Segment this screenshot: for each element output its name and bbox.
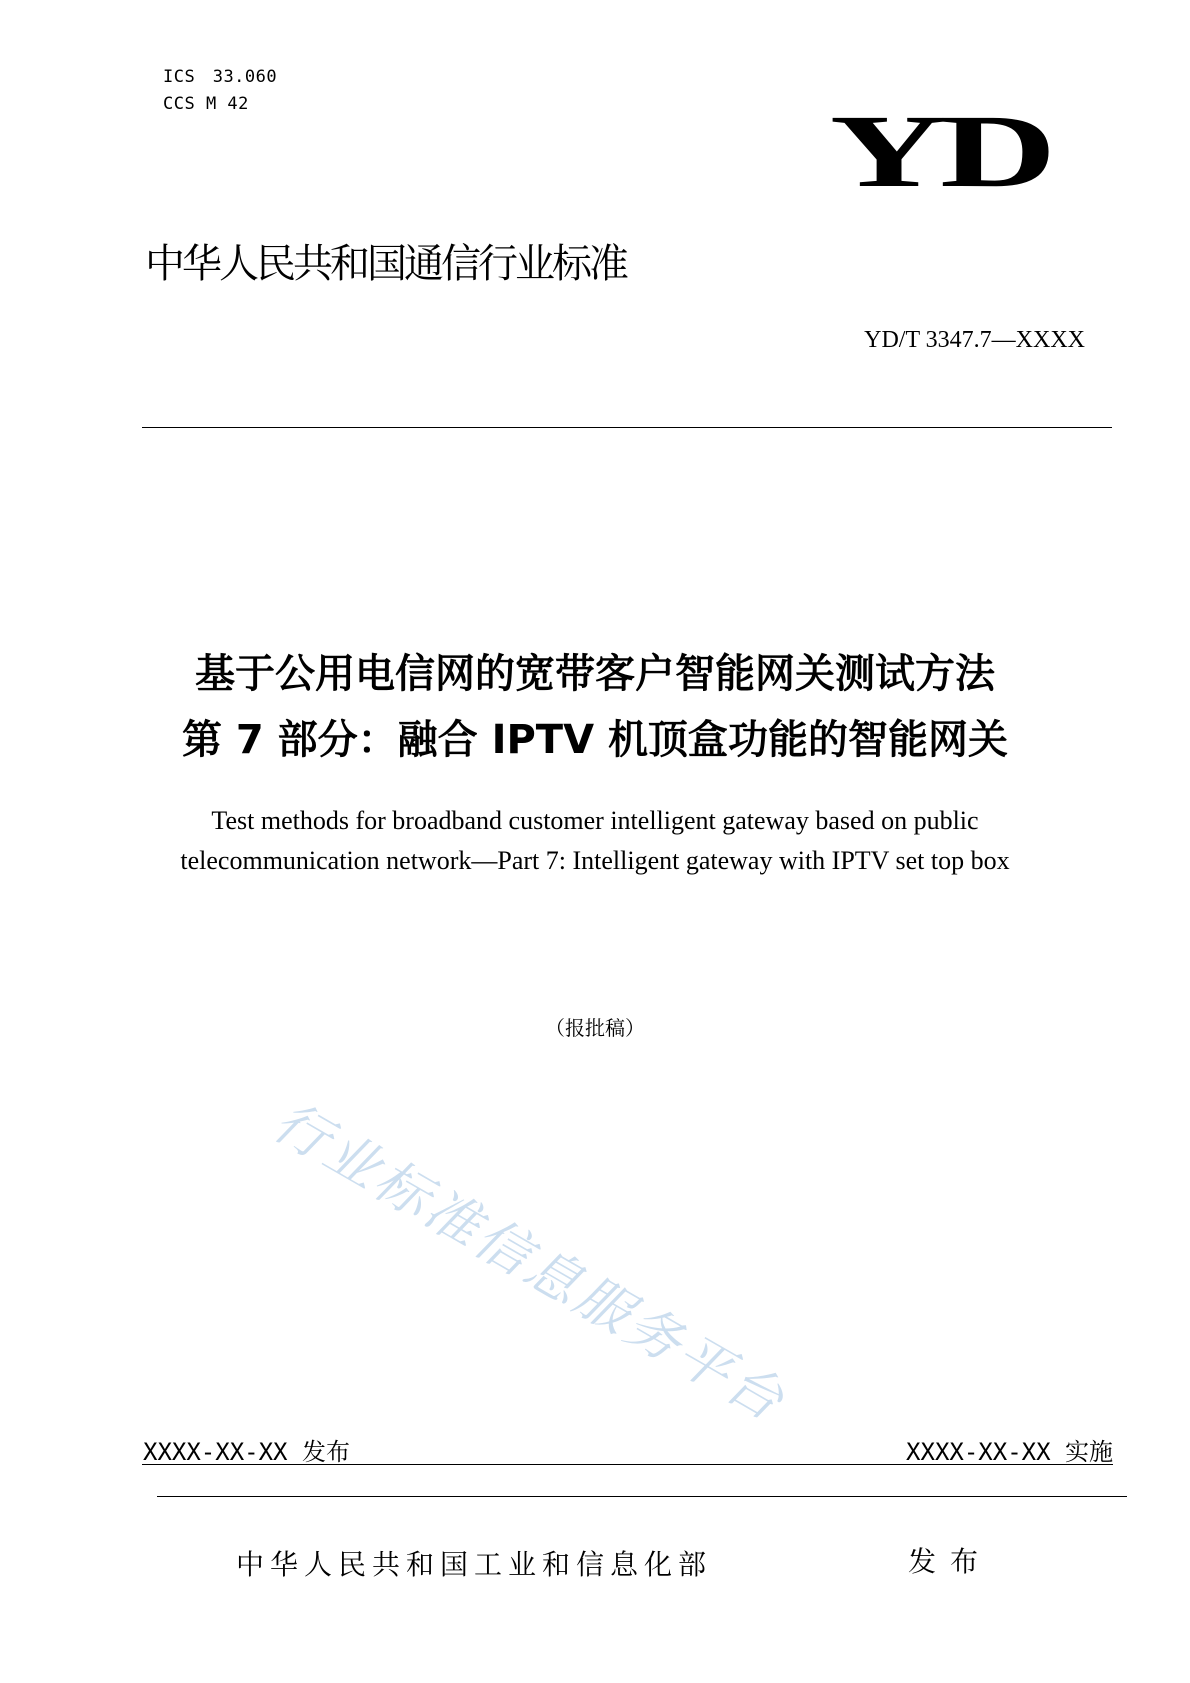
bottom-divider [157, 1496, 1127, 1497]
dates-divider [142, 1464, 1113, 1465]
publish-date: XXXX-XX-XX 发布 [143, 1438, 350, 1466]
title-cn-line1: 基于公用电信网的宽带客户智能网关测试方法 [195, 651, 995, 697]
standard-number: YD/T 3347.7—XXXX [864, 327, 1085, 353]
effective-date: XXXX-XX-XX 实施 [906, 1438, 1113, 1466]
ccs-code: CCS M 42 [163, 94, 249, 114]
draft-status: （报批稿） [545, 1016, 645, 1040]
yd-logo: YD [829, 94, 1050, 209]
issuing-authority: 中华人民共和国工业和信息化部 [236, 1548, 713, 1581]
title-en-line1: Test methods for broadband customer intelligent gateway based on public [211, 806, 979, 835]
standard-organization: 中华人民共和国通信行业标准 [145, 241, 626, 287]
ics-code: ICS 33.060 [163, 67, 278, 87]
issue-label: 发布 [908, 1545, 993, 1578]
watermark: 行业标准信息服务平台 [263, 1089, 797, 1435]
title-en-line2: telecommunication network—Part 7: Intelligent gateway with IPTV set top box [180, 846, 1010, 875]
title-cn-line2: 第 7 部分：融合 IPTV 机顶盒功能的智能网关 [182, 717, 1008, 763]
top-divider [142, 427, 1112, 428]
